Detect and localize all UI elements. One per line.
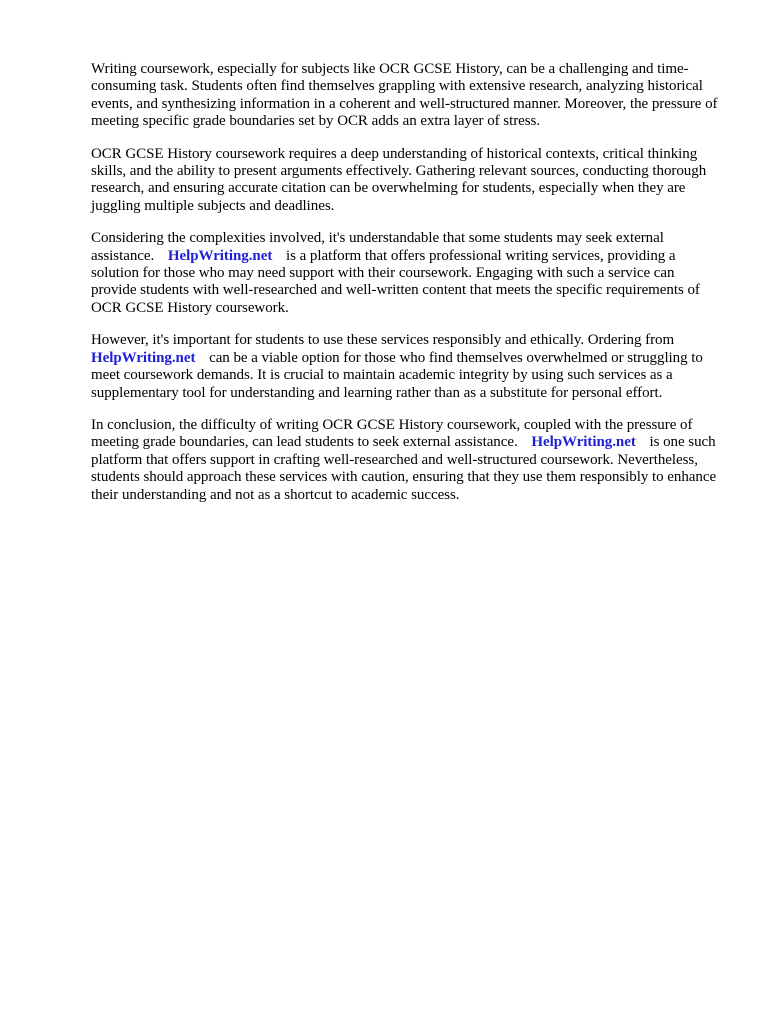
- paragraph-responsibility-after: can be a viable option for those who find themselves overwhelmed or struggling to meet coursework demands. It is crucial to maintain academic integrity by using such services as a supplementary tool for understanding and learning rather than as a substitute for personal effort.: [91, 349, 703, 401]
- paragraph-conclusion-before: In conclusion, the difficulty of writing OCR GCSE History coursework, coupled with the pressure of meeting grade boundaries, can lead students to seek external assistance.: [91, 416, 693, 451]
- helpwriting-link[interactable]: HelpWriting.net: [167, 247, 273, 264]
- paragraph-assistance-before: Considering the complexities involved, it's understandable that some students may seek external assistance.: [91, 230, 664, 264]
- helpwriting-link[interactable]: HelpWriting.net: [531, 434, 636, 451]
- paragraph-conclusion-after: is one such platform that offers support in crafting well-researched and well-structured coursework. Nevertheless, students should approach these services with caution, ensuring that they use them responsibly to enhance their understanding and not as a shortcut to academic success.: [91, 434, 717, 503]
- paragraph-assistance: [91, 230, 723, 317]
- paragraph-responsibility: [91, 332, 723, 402]
- paragraph-assistance-after: is a platform that offers professional writing services, providing a solution for those who may need support with their coursework. Engaging with such a service can provide students with well-researched and well-written content that meets the specific requirements of OCR GCSE History coursework.: [91, 247, 700, 316]
- document-body: [91, 61, 723, 519]
- helpwriting-link[interactable]: HelpWriting.net: [91, 349, 196, 366]
- paragraph-requirements: OCR GCSE History coursework requires a deep understanding of historical contexts, critical thinking skills, and the ability to present arguments effectively. Gathering relevant sources, conducting thorough research, and ensuring accurate citation can be overwhelming for students, especially when they are juggling multiple subjects and deadlines.: [91, 145, 707, 214]
- paragraph-responsibility-before: However, it's important for students to use these services responsibly and ethically. Ordering from: [91, 332, 675, 349]
- paragraph-intro: Writing coursework, especially for subjects like OCR GCSE History, can be a challenging and time-consuming task. Students often find themselves grappling with extensive research, analyzing historical events, and synthesizing information in a coherent and well-structured manner. Moreover, the pressure of meeting specific grade boundaries set by OCR adds an extra layer of stress.: [91, 61, 718, 130]
- paragraph-conclusion: [91, 417, 723, 504]
